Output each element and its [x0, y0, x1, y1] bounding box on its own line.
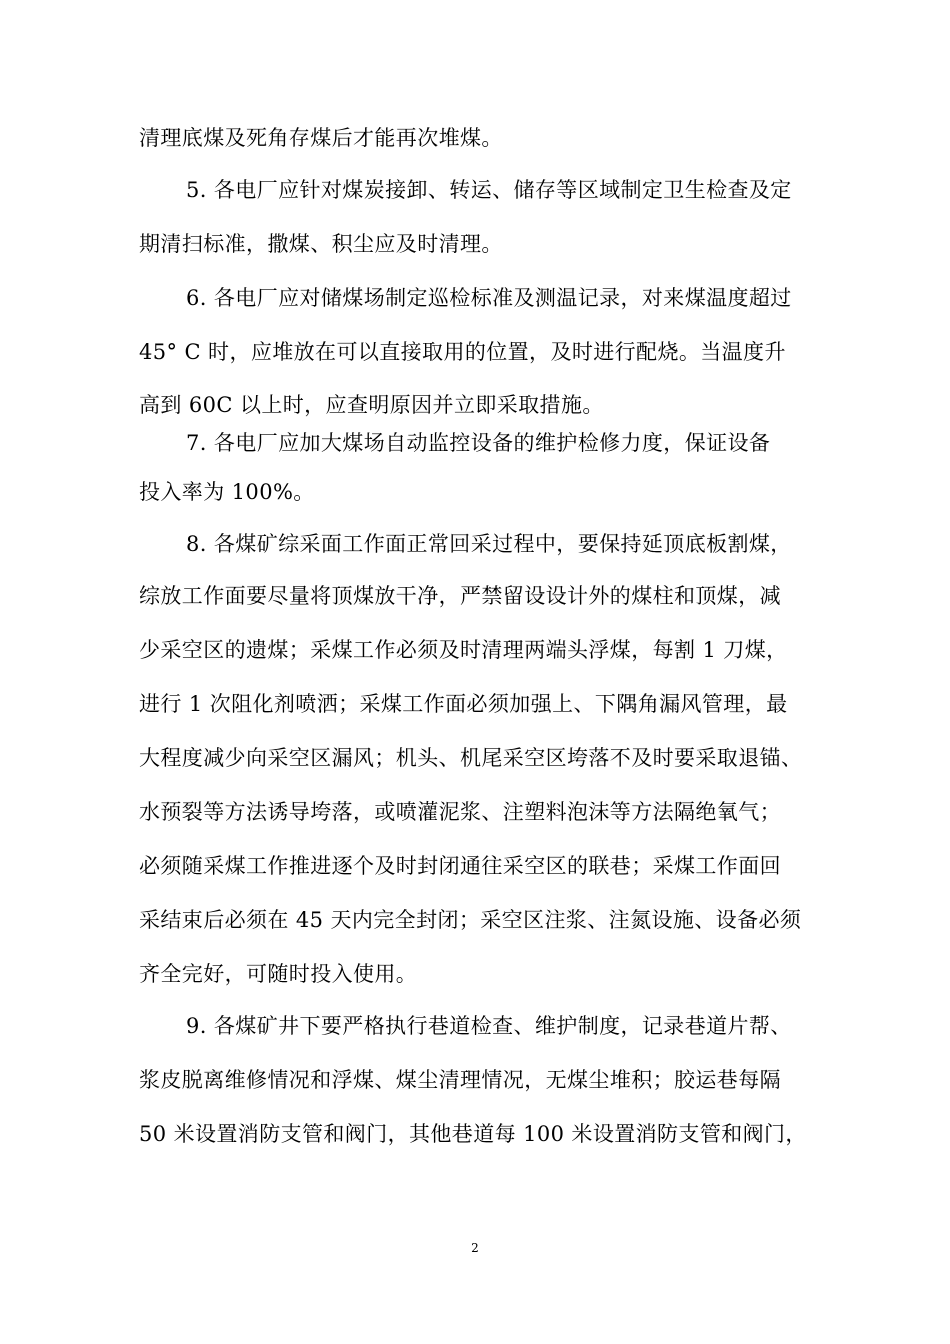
text-line-6: 高到 60C 以上时，应查明原因并立即采取措施。 — [139, 393, 604, 417]
text-line-17: 齐全完好，可随时投入使用。 — [139, 962, 418, 986]
text-line-18: 9. 各煤矿井下要严格执行巷道检查、维护制度，记录巷道片帮、 — [186, 1014, 792, 1038]
text-line-16: 采结束后必须在 45 天内完全封闭；采空区注浆、注氮设施、设备必须 — [139, 908, 802, 932]
text-line-10: 综放工作面要尽量将顶煤放干净，严禁留设设计外的煤柱和顶煤，减 — [139, 584, 781, 608]
text-line-3: 期清扫标准，撒煤、积尘应及时清理。 — [139, 232, 503, 256]
text-line-11: 少采空区的遗煤；采煤工作必须及时清理两端头浮煤，每割 1 刀煤， — [139, 638, 788, 662]
text-line-1: 清理底煤及死角存煤后才能再次堆煤。 — [139, 126, 503, 150]
text-line-4: 6. 各电厂应对储煤场制定巡检标准及测温记录，对来煤温度超过 — [186, 286, 792, 310]
text-line-13: 大程度减少向采空区漏风；机头、机尾采空区垮落不及时要采取退锚、 — [139, 746, 803, 770]
text-line-2: 5. 各电厂应针对煤炭接卸、转运、储存等区域制定卫生检查及定 — [186, 178, 792, 202]
text-line-5: 45° C 时，应堆放在可以直接取用的位置，及时进行配烧。当温度升 — [139, 340, 786, 364]
text-line-19: 浆皮脱离维修情况和浮煤、煤尘清理情况，无煤尘堆积；胶运巷每隔 — [139, 1068, 781, 1092]
page-number: 2 — [471, 1241, 479, 1255]
text-line-14: 水预裂等方法诱导垮落，或喷灌泥浆、注塑料泡沫等方法隔绝氧气； — [139, 800, 781, 824]
text-line-12: 进行 1 次阻化剂喷洒；采煤工作面必须加强上、下隅角漏风管理，最 — [139, 692, 788, 716]
text-line-15: 必须随采煤工作推进逐个及时封闭通往采空区的联巷；采煤工作面回 — [139, 854, 781, 878]
text-line-8: 投入率为 100%。 — [139, 480, 315, 504]
text-line-9: 8. 各煤矿综采面工作面正常回采过程中，要保持延顶底板割煤， — [186, 532, 792, 556]
text-line-7: 7. 各电厂应加大煤场自动监控设备的维护检修力度，保证设备 — [186, 431, 771, 455]
text-line-20: 50 米设置消防支管和阀门，其他巷道每 100 米设置消防支管和阀门， — [139, 1122, 807, 1146]
